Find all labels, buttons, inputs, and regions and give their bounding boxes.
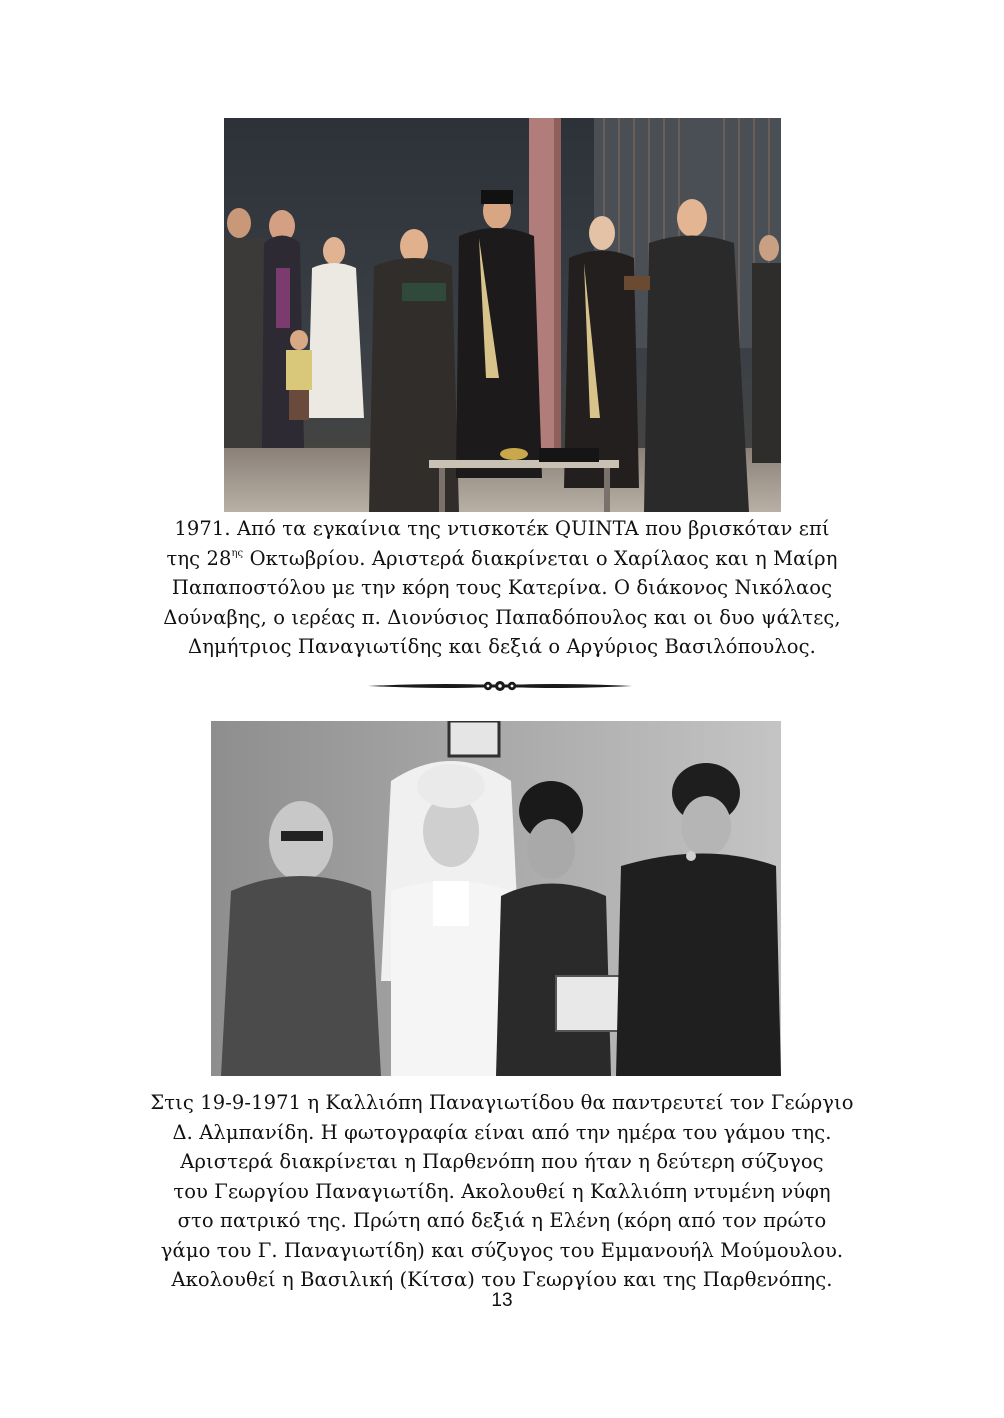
caption-line: 1971. Από τα εγκαίνια της ντισκοτέκ QUINTA που βρισκόταν επί [174, 517, 830, 540]
caption-line: στο πατρικό της. Πρώτη από δεξιά η Ελένη (κόρη από τον πρώτο [177, 1209, 827, 1232]
caption-line: Αριστερά διακρίνεται η Παρθενόπη που ήταν η δεύτερη σύζυγος [180, 1150, 824, 1173]
photo-caption-wedding [80, 1088, 924, 1295]
caption-fragment: της 28 [166, 546, 232, 570]
caption-fragment: Οκτωβρίου. Αριστερά διακρίνεται ο Χαρίλαος και η Μαίρη [243, 546, 838, 570]
caption-line: Παπαποστόλου με την κόρη τους Κατερίνα. Ο διάκονος Νικόλαος [171, 576, 833, 599]
caption-line [100, 544, 904, 574]
caption-line: Στις 19-9-1971 η Καλλιόπη Παναγιωτίδου θα παντρευτεί τον Γεώργιο [150, 1091, 854, 1114]
caption-line: γάμο του Γ. Παναγιωτίδη) και σύζυγος του Εμμανουήλ Μούμουλου. [160, 1238, 844, 1262]
page-number: 13 [491, 1290, 513, 1311]
caption-line: Ακολουθεί η Βασιλική (Κίτσα) του Γεωργίου και της Παρθενόπης. [171, 1268, 833, 1291]
ordinal-suffix: ης [231, 547, 244, 559]
photo-opening-ceremony [224, 118, 781, 512]
opening-ceremony-image [224, 118, 781, 512]
caption-line: Δημήτριος Παναγιωτίδης και δεξιά ο Αργύριος Βασιλόπουλος. [188, 635, 816, 658]
caption-line: Δούναβης, ο ιερέας π. Διονύσιος Παπαδόπουλος και οι δυο ψάλτες, [163, 605, 841, 629]
caption-line: του Γεωργίου Παναγιωτίδη. Ακολουθεί η Καλλιόπη ντυμένη νύφη [173, 1179, 831, 1203]
caption-line: Δ. Αλμπανίδη. Η φωτογραφία είναι από την ημέρα του γάμου της. [172, 1120, 832, 1144]
photo-wedding-day [211, 721, 781, 1076]
photo-caption-opening [100, 514, 904, 662]
wedding-day-image [211, 721, 781, 1076]
ornamental-divider [368, 676, 632, 696]
